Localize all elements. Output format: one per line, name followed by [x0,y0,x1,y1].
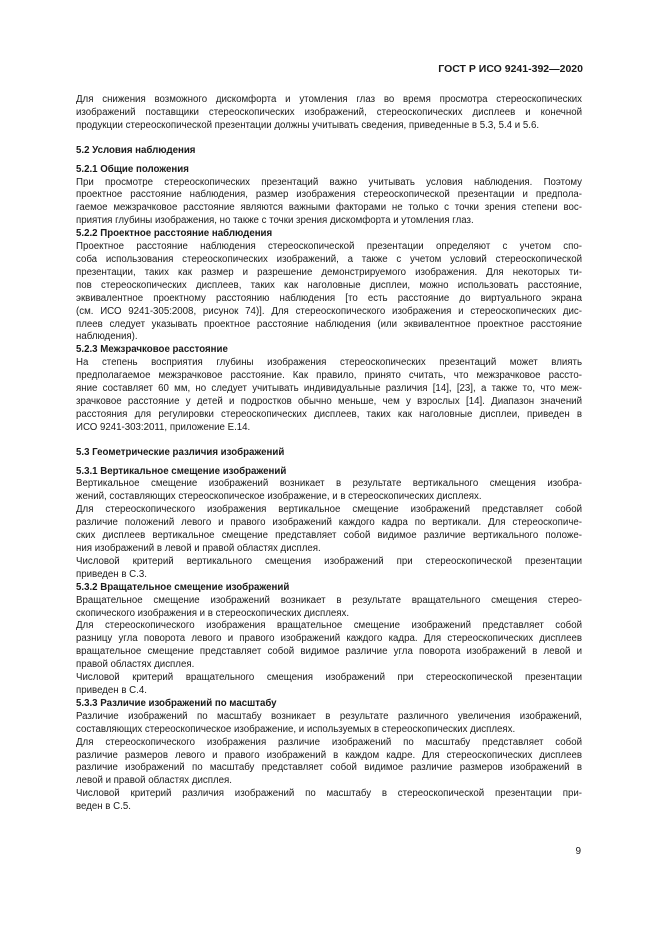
text-line: Числовой критерий различия изображений по масштабу в стереоскопической презентации при- [76,788,582,800]
paragraph [76,241,582,344]
paragraph [76,478,582,504]
text-line: При просмотре стереоскопических презентаций важно учитывать условия наблюдения. Поэтому [76,176,582,188]
text-line: Для снижения возможного дискомфорта и утомления глаз во время просмотра стереоскопических [76,94,582,105]
paragraph [76,177,582,229]
section-heading: 5.3.1 Вертикальное смещение изображений [76,465,287,477]
text-line: вращательное смещение представляет собой видимое различие угла поворота изображений в левой и [76,646,582,658]
text-line: различие положений левого и правого изображений каждого кадра по вертикали. Для стереоскопиче- [76,517,582,529]
text-line: предполагаемое межзрачковое расстояние. Как правило, принято считать, что межзрачковое рассто- [76,370,582,382]
text-line: наблюдения). [76,331,138,343]
text-line: соба использования стереоскопических изображений, а также с учетом условий стереоскопической [76,253,582,265]
text-line: приведен в С.4. [76,684,147,696]
text-line: (см. ИСО 9241-305:2008, рисунок 74)]. Для стереоскопического изображения и стереоскопических дис- [76,305,582,317]
document-body [76,94,582,814]
text-line: Числовой критерий вертикального смещения изображений при стереоскопической презентации [76,555,582,567]
text-line: ния изображений в левой и правой областях дисплея. [76,543,321,554]
text-line: веден в С.5. [76,801,131,813]
section-heading: 5.2.2 Проектное расстояние наблюдения [76,228,273,240]
paragraph [76,788,582,814]
paragraph [76,556,582,582]
section-heading: 5.2.1 Общие положения [76,163,189,175]
text-line: приятия глубины изображения, но также с точки зрения дискомфорта и утомления глаз. [76,215,474,227]
paragraph [76,595,582,621]
section-heading: 5.2 Условия наблюдения [76,144,196,156]
paragraph [76,94,582,133]
text-line: составляющих стереоскопическое изображение, и используемых в стереоскопических дисплеях. [76,723,516,735]
document-header: ГОСТ Р ИСО 9241-392—2020 [438,63,583,75]
section-heading: 5.3.2 Вращательное смещение изображений [76,581,290,593]
text-line: продукции стереоскопической презентации должны учитывать сведения, приведенные в 5.3, 5.4 и 5.6. [76,119,540,131]
section-heading: 5.3.3 Различие изображений по масштабу [76,697,277,709]
page-number: 9 [575,846,581,857]
paragraph [76,711,582,737]
text-line: расстояния для регулировки стереоскопических дисплеев, таких как наголовные дисплеи, приведен в [76,408,582,420]
section-heading: 5.3 Геометрические различия изображений [76,446,285,458]
text-line: эквивалентное проектному расстоянию наблюдения [то есть расстояние до виртуального экрана [76,292,582,304]
spacer [76,133,582,145]
text-line: разницу угла поворота левого и правого изображений каждого кадра. Для стереоскопических дисплеев [76,633,582,645]
text-line: различие размеров левого и правого изображений в каждом кадре. Для стереоскопических дисплеев [76,749,582,761]
text-line: изображений поставщики стереоскопических изображений, стереоскопических дисплеев и конечной [76,106,582,118]
paragraph [76,737,582,789]
paragraph [76,357,582,434]
paragraph [76,672,582,698]
section-heading: 5.2.3 Межзрачковое расстояние [76,344,228,356]
text-line: проектное расстояние наблюдения, размер изображения стереоскопической презентации и предпола- [76,189,582,201]
text-line: жений, составляющих стереоскопическое изображение, и в стереоскопических дисплеях. [76,491,482,503]
text-line: зрачковое расстояние у детей и подростков обычно меньше, чем у взрослых [14]. Диапазон значений [76,395,582,407]
text-line: Различие изображений по масштабу возникает в результате различного увеличения изображений, [76,710,582,722]
text-line: яние составляет 60 мм, но следует учитывать индивидуальные различия [14], [23], а также то, что меж- [76,383,582,395]
text-line: На степень восприятия глубины изображения стереоскопических презентаций может влиять [76,357,582,369]
text-line: приведен в С.3. [76,568,147,580]
text-line: гаемое межзрачковое расстояние являются важными факторами не только с точки зрения степени вос- [76,202,582,214]
text-line: плеев следует указывать проектное расстояние наблюдения (или эквивалентное проектное расстояние [76,318,582,330]
text-line: различие изображений по масштабу представляет собой видимое различие размеров изображений в [76,762,582,774]
text-line: Проектное расстояние наблюдения стереоскопической презентации определяют с учетом спо- [76,241,582,253]
text-line: Для стереоскопического изображения вертикальное смещение изображений представляет собой [76,504,582,516]
paragraph [76,620,582,672]
spacer [76,435,582,447]
text-line: Для стереоскопического изображения различие изображений по масштабу представляет собой [76,736,582,748]
text-line: Вращательное смещение изображений возникает в результате вращательного смещения стерео- [76,594,582,606]
text-line: презентации, таких как размер и разрешение демонстрируемого изображения. Для некоторых ти- [76,266,582,278]
paragraph [76,504,582,556]
text-line: левой и правой областях дисплея. [76,775,232,787]
text-line: скопического изображения и в стереоскопических дисплеях. [76,607,350,619]
text-line: Для стереоскопического изображения вращательное смещение изображений представляет собой [76,620,582,632]
text-line: Вертикальное смещение изображений возникает в результате вертикального смещения изобра- [76,478,582,490]
text-line: Числовой критерий вращательного смещения изображений при стереоскопической презентации [76,672,582,684]
text-line: пов стереоскопических дисплеев, таких как наголовные дисплеи, можно использовать расстояние, [76,279,582,291]
text-line: ских дисплеев вертикальное смещение представляет собой видимое различие вертикального положе- [76,530,582,542]
text-line: ИСО 9241-303:2011, приложение Е.14. [76,421,251,433]
text-line: правой областях дисплея. [76,659,195,671]
